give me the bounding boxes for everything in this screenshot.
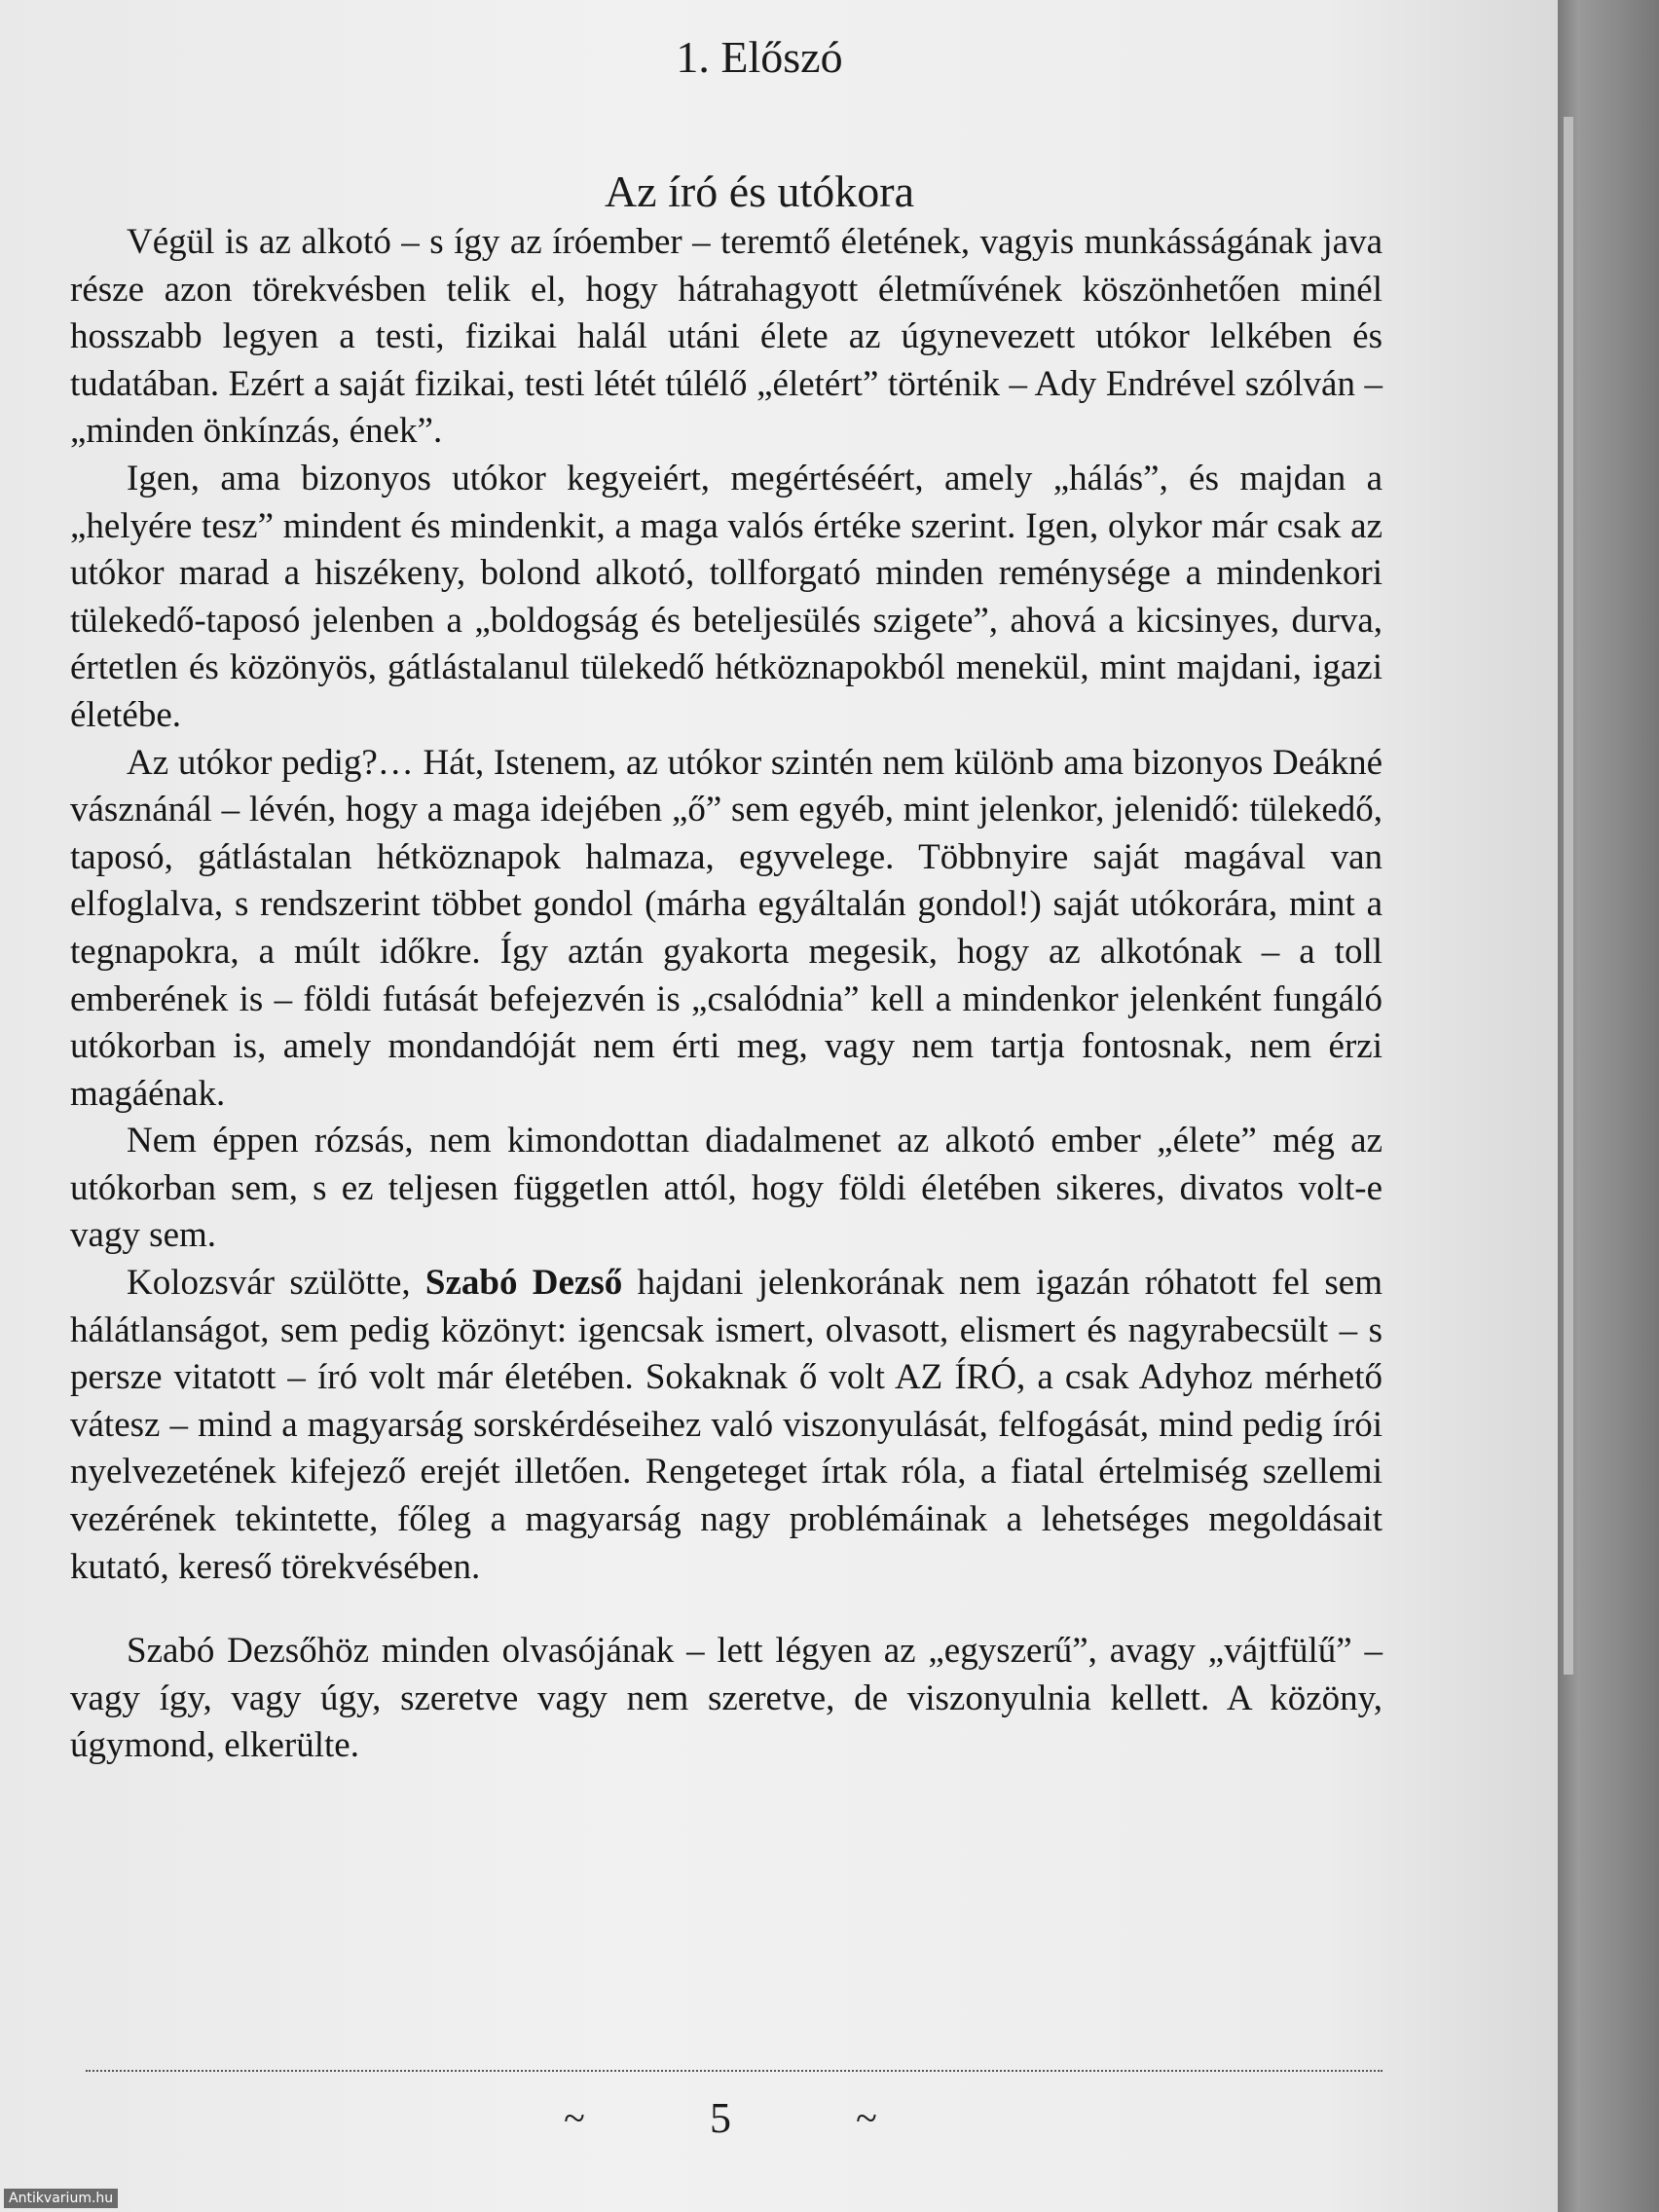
ornament-left-icon: ~ <box>564 2096 585 2140</box>
paragraph-5-rest: hajdani jelenkorának nem igazán róhatott fel sem hálátlanságot, sem pedig közönyt: igencsak ismert, olvasott, elismert és nagyrabecsült – s persze vitatott – író volt már életében. Sokaknak ő volt AZ ÍRÓ, a csak Adyhoz mérhető vátesz – mind a magyarság sorskérdéseihez való viszonyulását, felfogását, mind pedig írói nyelvezetének kifejező erejét illetően. Rengeteget írtak róla, a fiatal értelmiség szellemi vezérének tekintette, főleg a magyarság nagy problémáinak a lehetséges megoldásait kutató, kereső törekvésében. <box>70 1263 1382 1587</box>
page-edge-strip <box>1564 117 1573 1675</box>
paragraph-6: Szabó Dezsőhöz minden olvasójának – lett légyen az „egyszerű”, avagy „vájtfülű” – vagy így, vagy úgy, szeretve vagy nem szeretve, de viszonyulnia kellett. A közöny, úgymond, elkerülte. <box>70 1631 1382 1766</box>
chapter-title: 1. Előszó <box>676 32 843 82</box>
paragraph-5-start: Kolozsvár szülötte, <box>127 1263 425 1304</box>
page-number: 5 <box>710 2094 731 2142</box>
paragraph-3: Az utókor pedig?… Hát, Istenem, az utókor szintén nem különb ama bizonyos Deákné vásznánál – lévén, hogy a maga idejében „ő” sem egyéb, mint jelenkor, jelenidő: tülekedő, taposó, gátlástalan hétköznapok halmaza, egyvelege. Többnyire saját magával van elfoglalva, s rendszerint többet gondol (márha egyáltalán gondol!) saját utókorára, mint a tegnapokra, a múlt időkre. Így aztán gyakorta megesik, hogy az alkotónak – a toll emberének is – földi futását befejezvén is „csalódnia” kell a mindenkor jelenként fungáló utókorban is, amely mondandóját nem érti meg, vagy nem tartja fontosnak, nem érzi magáénak. <box>70 742 1382 1114</box>
author-name-bold: Szabó Dezső <box>424 1263 623 1304</box>
page-footer <box>545 2093 896 2143</box>
paragraph-5 <box>70 1260 1382 1591</box>
footer-divider <box>86 2070 1382 2072</box>
watermark: Antikvarium.hu <box>4 2189 118 2208</box>
paragraph-1: Végül is az alkotó – s így az íróember – teremtő életének, vagyis munkásságának java része azon törekvésben telik el, hogy hátrahagyott életművének köszönhetően minél hosszabb legyen a testi, fizikai halál utáni élete az úgynevezett utókor lelkében és tudatában. Ezért a saját fizikai, testi létét túlélő „életért” történik – Ady Endrével szólván – „minden önkínzás, ének”. <box>70 222 1382 452</box>
paragraph-2: Igen, ama bizonyos utókor kegyeiért, megértéséért, amely „hálás”, és majdan a „helyére tesz” mindent és mindenkit, a maga valós értéke szerint. Igen, olykor már csak az utókor marad a hiszékeny, bolond alkotó, tollforgató minden reménysége a mindenkori tülekedő-taposó jelenben a „boldogság és beteljesülés szigete”, ahová a kicsinyes, durva, értetlen és közönyös, gátlástalanul tülekedő hétköznapokból menekül, mint majdani, igazi életébe. <box>70 458 1382 735</box>
paragraph-4: Nem éppen rózsás, nem kimondottan diadalmenet az alkotó ember „élete” még az utókorban sem, s ez teljesen független attól, hogy földi életében sikeres, divatos volt-e vagy sem. <box>70 1121 1382 1256</box>
body-text <box>70 219 1382 1770</box>
ornament-right-icon: ~ <box>856 2096 877 2140</box>
section-title: Az író és utókora <box>604 166 915 216</box>
